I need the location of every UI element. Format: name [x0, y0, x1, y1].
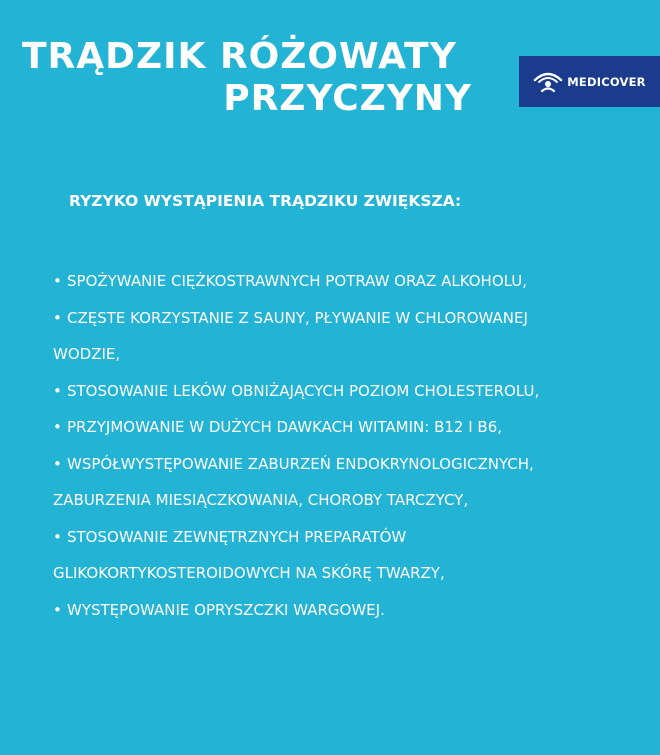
list-item [53, 373, 643, 410]
page-title [22, 36, 472, 120]
list-item-text: STOSOWANIE ZEWNĘTRZNYCH PREPARATÓW [67, 527, 407, 546]
section-subtitle: RYZYKO WYSTĄPIENIA TRĄDZIKU ZWIĘKSZA: [69, 192, 462, 210]
list-item-continuation [53, 336, 643, 373]
title-line-1: TRĄDZIK RÓŻOWATY [22, 36, 457, 77]
list-item [53, 446, 643, 483]
list-item-text: CZĘSTE KORZYSTANIE Z SAUNY, PŁYWANIE W CHLOROWANEJ [67, 308, 528, 327]
bullet-icon: • [53, 308, 62, 327]
bullet-icon: • [53, 600, 62, 619]
title-line-2: PRZYCZYNY [223, 78, 472, 119]
medicover-logo-icon [533, 69, 563, 95]
list-item-continuation [53, 555, 643, 592]
risk-factors-list [53, 263, 643, 628]
list-item [53, 263, 643, 300]
list-item-text: WSPÓŁWYSTĘPOWANIE ZABURZEŃ ENDOKRYNOLOGICZNYCH, [67, 454, 534, 473]
list-item-continuation [53, 482, 643, 519]
list-item [53, 519, 643, 556]
logo-text: MEDICOVER [567, 74, 646, 89]
medicover-logo [519, 56, 660, 107]
bullet-icon: • [53, 381, 62, 400]
list-item-text: WODZIE, [53, 345, 121, 363]
list-item-text: PRZYJMOWANIE W DUŻYCH DAWKACH WITAMIN: B12 I B6, [67, 418, 503, 436]
list-item-text: STOSOWANIE LEKÓW OBNIŻAJĄCYCH POZIOM CHOLESTEROLU, [67, 381, 540, 400]
bullet-icon: • [53, 418, 62, 436]
list-item [53, 592, 643, 629]
list-item-text: SPOŻYWANIE CIĘŻKOSTRAWNYCH POTRAW ORAZ ALKOHOLU, [67, 272, 527, 290]
bullet-icon: • [53, 527, 62, 546]
list-item-text: WYSTĘPOWANIE OPRYSZCZKI WARGOWEJ. [67, 600, 385, 619]
bullet-icon: • [53, 272, 62, 290]
list-item-text: ZABURZENIA MIESIĄCZKOWANIA, CHOROBY TARCZYCY, [53, 491, 469, 509]
list-item [53, 300, 643, 337]
list-item [53, 409, 643, 446]
bullet-icon: • [53, 454, 62, 473]
list-item-text: GLIKOKORTYKOSTEROIDOWYCH NA SKÓRĘ TWARZY, [53, 564, 445, 582]
